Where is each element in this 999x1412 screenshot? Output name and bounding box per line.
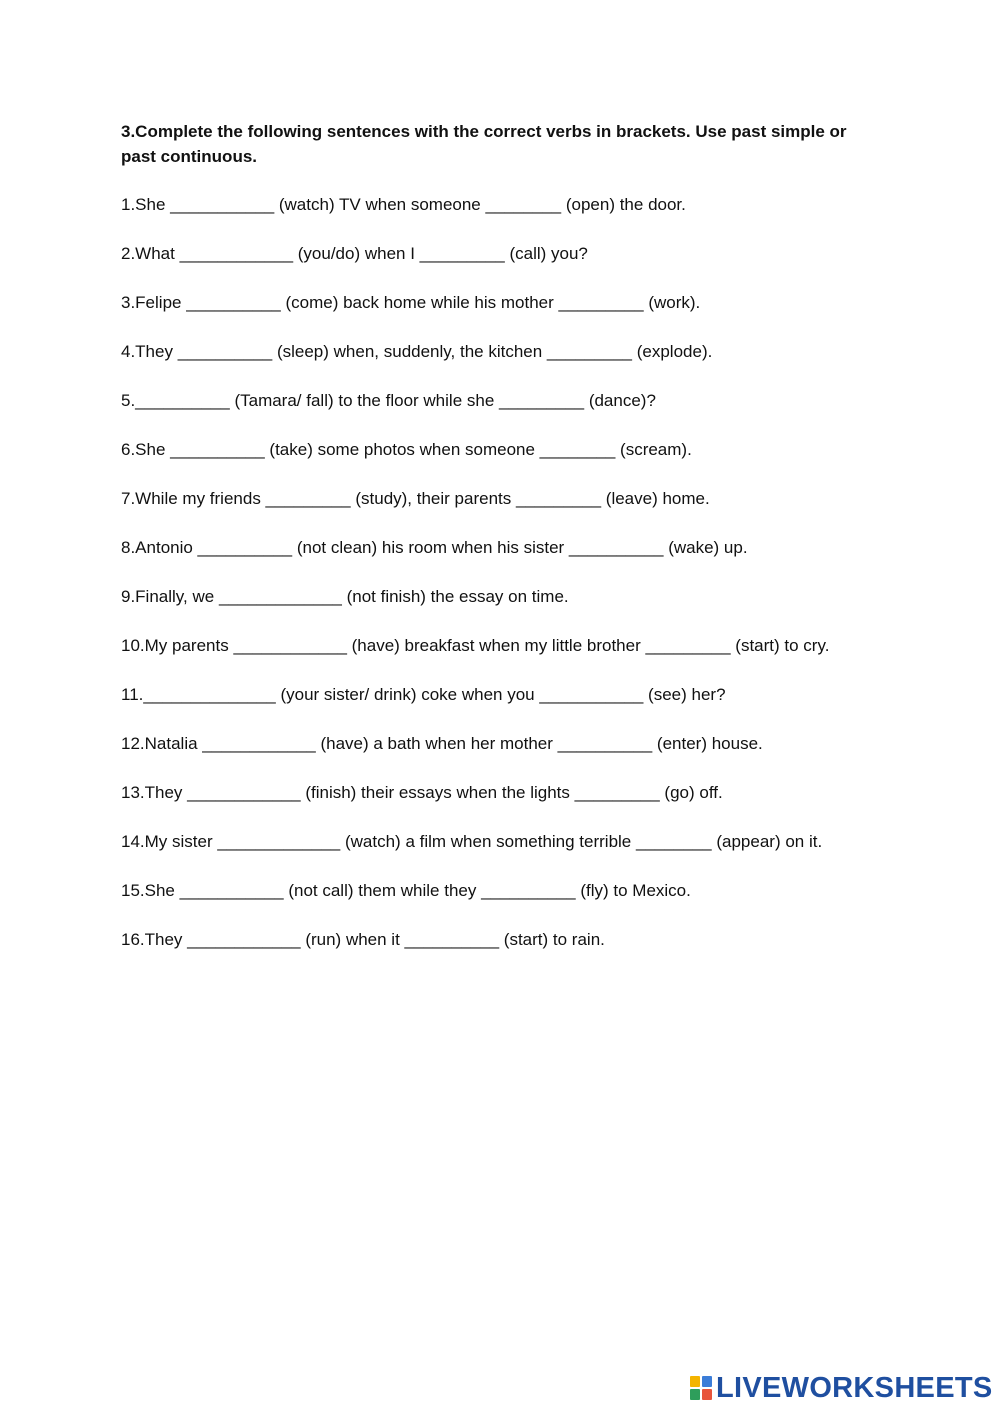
sentence-9: 9.Finally, we _____________ (not finish) the essay on time. (121, 587, 569, 606)
sentence-7: 7.While my friends _________ (study), their parents _________ (leave) home. (121, 489, 710, 508)
sentence-13: 13.They ____________ (finish) their essays when the lights _________ (go) off. (121, 783, 723, 802)
sentence-8: 8.Antonio __________ (not clean) his room when his sister __________ (wake) up. (121, 538, 748, 557)
instructions-heading: 3.Complete the following sentences with the correct verbs in brackets. Use past simple or past continuous. (121, 122, 847, 166)
sentence-16: 16.They ____________ (run) when it __________ (start) to rain. (121, 930, 605, 949)
sentence-3: 3.Felipe __________ (come) back home while his mother _________ (work). (121, 293, 701, 312)
sentence-12: 12.Natalia ____________ (have) a bath when her mother __________ (enter) house. (121, 734, 763, 753)
sentence-2: 2.What ____________ (you/do) when I _________ (call) you? (121, 244, 588, 263)
liveworksheets-logo (690, 1372, 993, 1404)
logo-mark-icon (690, 1376, 712, 1400)
sentence-4: 4.They __________ (sleep) when, suddenly, the kitchen _________ (explode). (121, 342, 713, 361)
sentence-1: 1.She ___________ (watch) TV when someone ________ (open) the door. (121, 195, 686, 214)
sentence-15: 15.She ___________ (not call) them while they __________ (fly) to Mexico. (121, 881, 691, 900)
sentence-11: 11.______________ (your sister/ drink) coke when you ___________ (see) her? (121, 685, 726, 704)
sentence-list (121, 193, 866, 977)
logo-text: LIVEWORKSHEETS (716, 1371, 993, 1404)
sentence-6: 6.She __________ (take) some photos when someone ________ (scream). (121, 440, 692, 459)
sentence-14: 14.My sister _____________ (watch) a film when something terrible ________ (appear) on it. (121, 832, 823, 851)
sentence-10: 10.My parents ____________ (have) breakfast when my little brother _________ (start) to cry. (121, 636, 830, 655)
sentence-5: 5.__________ (Tamara/ fall) to the floor while she _________ (dance)? (121, 391, 656, 410)
